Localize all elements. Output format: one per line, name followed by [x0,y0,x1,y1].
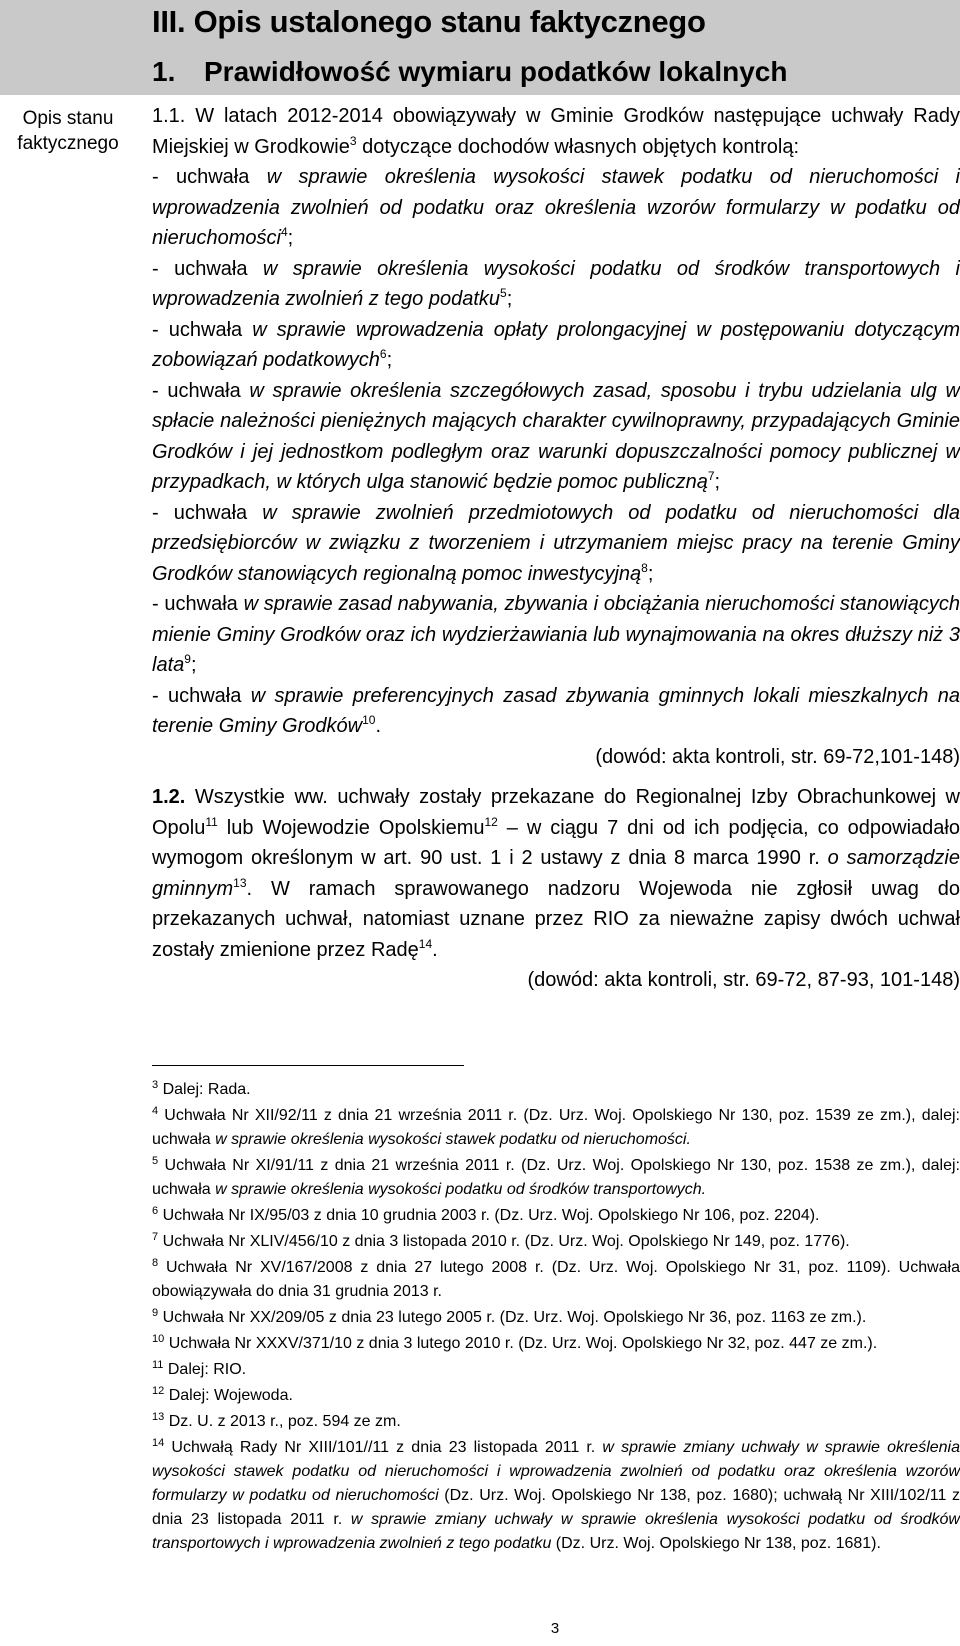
footnote-separator [152,1065,464,1066]
resolution-title: w sprawie określenia wysokości stawek podatku od nieruchomości i wprowadzenia zwolnień od podatku oraz określenia wzorów formularzy w podatku od nieruchomości [152,166,960,249]
resolution-title: w sprawie preferencyjnych zasad zbywania gminnych lokali mieszkalnych na terenie Gminy Grodków [152,684,960,737]
law-title: o samorządzie gminnym [152,847,960,900]
footnote-ref: 11 [205,814,218,829]
footnote-11: $^{11}$ Dalej: RIO. [152,1359,247,1378]
section-title: III. Opis ustalonego stanu faktycznego [152,4,706,39]
footnote-10: $^{10}$ Uchwała Nr XXXV/371/10 z dnia 3 lutego 2010 r. (Dz. Urz. Woj. Opolskiego Nr 32, poz. 447 ze zm.). [152,1333,878,1352]
footnote-13: $^{13}$ Dz. U. z 2013 r., poz. 594 ze zm. [152,1411,401,1430]
resolution-item: - uchwała w sprawie określenia szczegółowych zasad, sposobu i trybu udzielania ulg w spłacie należności pieniężnych mających charakter cywilnoprawny, przypadających Gminie Grodków i jej jednostkom podległym oraz warunki dopuszczalności pomocy publicznej w przypadkach, w których ulga stanowić będzie pomoc publiczną$^7$; [152,379,960,493]
resolution-item: - uchwała w sprawie preferencyjnych zasad zbywania gminnych lokali mieszkalnych na terenie Gminy Grodków$^{10}$. [152,684,960,737]
footnote-ref: 8 [641,560,648,575]
footnote-ref: 3 [349,133,357,148]
resolution-item: - uchwała w sprawie zwolnień przedmiotowych od podatku od nieruchomości dla przedsiębiorców w związku z tworzeniem i utrzymaniem miejsc pracy na terenie Gminy Grodków stanowiących regionalną pomoc inwestycyjną$^8$; [152,501,960,585]
resolution-item: - uchwała w sprawie określenia wysokości podatku od środków transportowych i wprowadzenia zwolnień z tego podatku$^5$; [152,257,960,310]
paragraph-1-1: 1.1. W latach 2012-2014 obowiązywały w Gminie Grodków następujące uchwały Rady Miejskiej w Grodkowie$^3$ dotyczące dochodów własnych objętych kontrolą: [152,105,960,158]
resolution-title: w sprawie wprowadzenia opłaty prolongacyjnej w postępowaniu dotyczącym zobowiązań podatkowych [152,318,960,371]
subsection-heading [152,55,787,89]
paragraph-number: 1.2. [152,786,186,808]
resolution-title: w sprawie określenia szczegółowych zasad, sposobu i trybu udzielania ulg w spłacie należności pieniężnych mających charakter cywilnoprawny, przypadających Gminie Grodków i jej jednostkom podległym oraz warunki dopuszczalności pomocy publicznej w przypadkach, w których ulga stanowić będzie pomoc publiczną [152,379,960,493]
footnote-ref: 4 [280,225,288,239]
evidence-note-1: (dowód: akta kontroli, str. 69-72,101-148) [595,745,960,768]
footnote-14: $^{14}$ Uchwałą Rady Nr XIII/101//11 z dnia 23 listopada 2011 r. w sprawie zmiany uchwały w sprawie określenia wysokości stawek podatku od nieruchomości i wprowadzenia zwolnień od podatku oraz określenia wzorów formularzy w podatku od nieruchomości (Dz. Urz. Woj. Opolskiego Nr 138, poz. 1680); uchwałą Nr XIII/102/11 z dnia 23 listopada 2011 r. w sprawie zmiany uchwały w sprawie określenia wysokości podatku od środków transportowych i wprowadzenia zwolnień z tego podatku (Dz. Urz. Woj. Opolskiego Nr 138, poz. 1681). [152,1437,960,1552]
footnote-12: $^{12}$ Dalej: Wojewoda. [152,1385,293,1404]
subsection-title: Prawidłowość wymiaru podatków lokalnych [204,56,788,87]
margin-label: Opis stanu faktycznego [17,108,119,154]
footnote-ref: 6 [379,347,387,361]
footnote-ref: 9 [184,652,191,666]
resolution-title: w sprawie zwolnień przedmiotowych od podatku od nieruchomości dla przedsiębiorców w związku z tworzeniem i utrzymaniem miejsc pracy na terenie Gminy Grodków stanowiących regionalną pomoc inwestycyjną [152,501,960,585]
footnote-ref: 7 [707,469,715,483]
evidence-note-2: (dowód: akta kontroli, str. 69-72, 87-93, 101-148) [527,969,960,991]
paragraph-number: 1.1. [152,105,186,127]
footnote-ref: 5 [500,286,507,300]
main-content [152,101,960,996]
footnote-7: $^7$ Uchwała Nr XLIV/456/10 z dnia 3 listopada 2010 r. (Dz. Urz. Woj. Opolskiego Nr 149, poz. 1776). [152,1231,850,1250]
resolution-item: - uchwała w sprawie wprowadzenia opłaty prolongacyjnej w postępowaniu dotyczącym zobowiązań podatkowych$^6$; [152,318,960,371]
page-number: 3 [550,1620,560,1637]
subsection-number: 1. [152,56,176,87]
resolution-title: w sprawie zasad nabywania, zbywania i obciążania nieruchomości stanowiących mienie Gminy Grodków oraz ich wydzierżawiania lub wynajmowania na okres dłuższy niż 3 lata [152,593,960,676]
footnote-8: $^8$ Uchwała Nr XV/167/2008 z dnia 27 lutego 2008 r. (Dz. Urz. Woj. Opolskiego Nr 31, poz. 1109). Uchwała obowiązywała do dnia 31 grudnia 2013 r. [152,1257,960,1300]
footnotes [152,1078,960,1558]
resolution-title: w sprawie określenia wysokości podatku od środków transportowych i wprowadzenia zwolnień z tego podatku [152,257,960,310]
footnote-ref: 13 [233,875,247,890]
footnote-ref: 10 [362,713,376,727]
resolution-item: - uchwała w sprawie określenia wysokości stawek podatku od nieruchomości i wprowadzenia zwolnień od podatku oraz określenia wzorów formularzy w podatku od nieruchomości$^4$; [152,166,960,249]
footnote-9: $^9$ Uchwała Nr XX/209/05 z dnia 23 lutego 2005 r. (Dz. Urz. Woj. Opolskiego Nr 36, poz. 1163 ze zm.). [152,1307,867,1326]
resolution-item: - uchwała w sprawie zasad nabywania, zbywania i obciążania nieruchomości stanowiących mienie Gminy Grodków oraz ich wydzierżawiania lub wynajmowania na okres dłuższy niż 3 lata$^9$; [152,593,960,676]
footnote-6: $^6$ Uchwała Nr IX/95/03 z dnia 10 grudnia 2003 r. (Dz. Urz. Woj. Opolskiego Nr 106, poz. 2204). [152,1205,820,1224]
footnote-5: $^5$ Uchwała Nr XI/91/11 z dnia 21 września 2011 r. (Dz. Urz. Woj. Opolskiego Nr 130, poz. 1538 ze zm.), dalej: uchwała w sprawie określenia wysokości podatku od środków transportowych. [152,1155,960,1198]
footnote-ref: 14 [418,936,433,951]
footnote-4: $^4$ Uchwała Nr XII/92/11 z dnia 21 września 2011 r. (Dz. Urz. Woj. Opolskiego Nr 130, poz. 1539 ze zm.), dalej: uchwała w sprawie określenia wysokości stawek podatku od nieruchomości. [152,1105,960,1148]
footnote-3: $^3$ Dalej: Rada. [152,1079,251,1098]
footnote-ref: 12 [484,814,498,829]
paragraph-1-2: 1.2. Wszystkie ww. uchwały zostały przekazane do Regionalnej Izby Obrachunkowej w Opolu$^{11}$ lub Wojewodzie Opolskiemu$^{12}$ – w ciągu 7 dni od ich podjęcia, co odpowiadało wymogom określonym w art. 90 ust. 1 i 2 ustawy z dnia 8 marca 1990 r. o samorządzie gminnym$^{13}$. W ramach sprawowanego nadzoru Wojewoda nie zgłosił uwag do przekazanych uchwał, natomiast uznane przez RIO za nieważne zapisy dwóch uchwał zostały zmienione przez Radę$^{14}$. [152,786,960,961]
